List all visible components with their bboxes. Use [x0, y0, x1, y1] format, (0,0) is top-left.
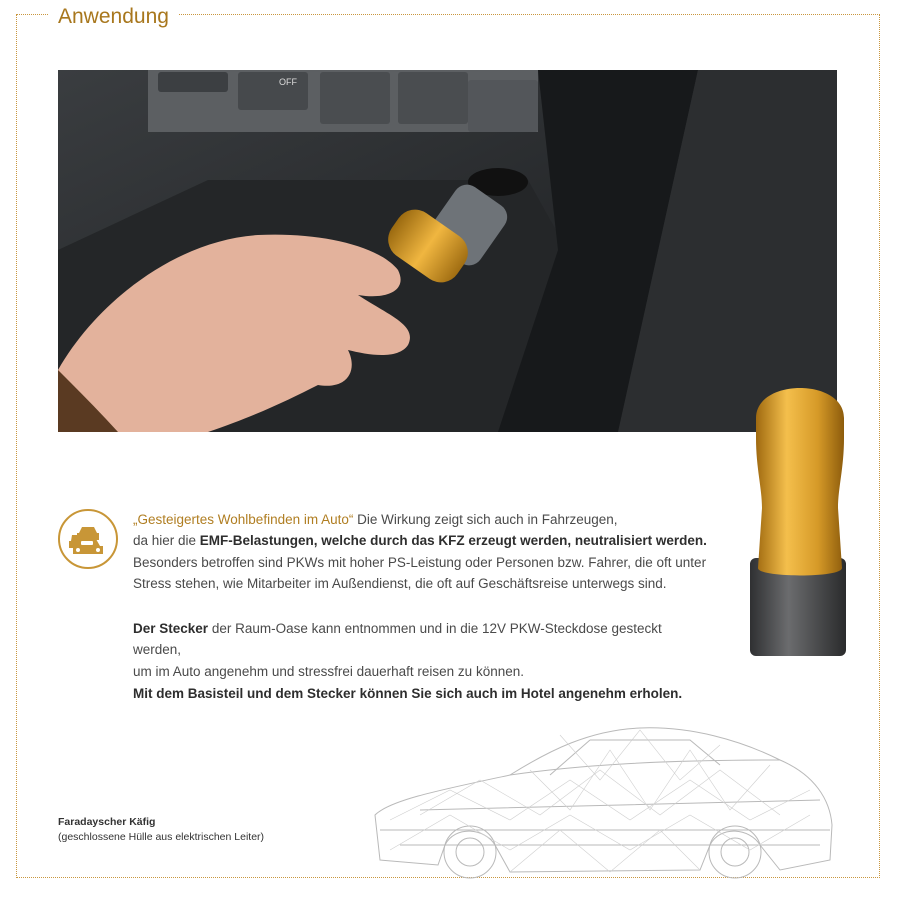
caption-title: Faradayscher Käfig — [58, 816, 156, 828]
off-label: OFF — [279, 77, 297, 87]
intro-line1: Die Wirkung zeigt sich auch in Fahrzeugen, — [353, 512, 618, 527]
cars-icon — [58, 509, 118, 569]
intro-line4: Stress stehen, wie Mitarbeiter im Außendienst, die oft auf Geschäftsreise unterwegs sind. — [133, 575, 667, 591]
car-interior-photo — [58, 70, 837, 432]
intro-paragraph — [133, 509, 713, 594]
plug-line1: der Raum-Oase kann entnommen und in die 12V PKW-Steckdose gesteckt werden, — [133, 621, 662, 658]
section-title: Anwendung — [48, 2, 179, 32]
hotel-paragraph: Mit dem Basisteil und dem Stecker können Sie sich auch im Hotel angenehm erholen. — [133, 686, 683, 701]
caption-subtitle: (geschlossene Hülle aus elektrischen Leiter) — [58, 831, 265, 843]
plug-illustration — [738, 368, 862, 660]
plug-bold: Der Stecker — [133, 621, 209, 636]
faraday-caption — [58, 815, 264, 845]
intro-line3: Besonders betroffen sind PKWs mit hoher PS-Leistung oder Personen bzw. Fahrer, die oft unter — [133, 554, 707, 570]
plug-line2: um im Auto angenehm und stressfrei dauerhaft reisen zu können. — [133, 663, 524, 679]
intro-line2-pre: da hier die — [133, 533, 200, 549]
car-wireframe-illustration — [360, 720, 840, 890]
plug-paragraph — [133, 618, 713, 682]
intro-heading: „Gesteigertes Wohlbefinden im Auto“ — [133, 512, 354, 527]
intro-line2-bold: EMF-Belastungen, welche durch das KFZ erzeugt werden, neutralisiert werden. — [199, 533, 707, 549]
